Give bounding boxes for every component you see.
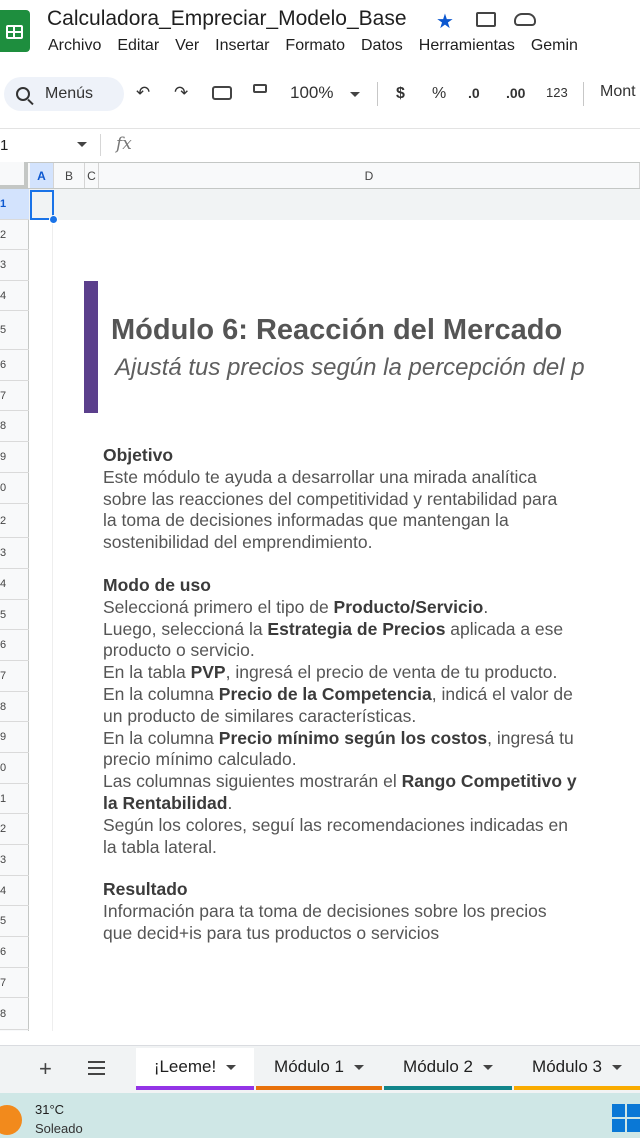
objective-line: sobre las reacciones del competitividad y rentabilidad para bbox=[103, 488, 558, 509]
currency-format-button[interactable]: $ bbox=[396, 85, 405, 102]
usage-line: un producto de similares características. bbox=[103, 705, 417, 726]
increase-decimal-button[interactable]: .00 bbox=[506, 85, 526, 101]
row-header[interactable]: 6 bbox=[0, 630, 29, 661]
module-subheading: Ajustá tus precios según la percepción del p bbox=[115, 354, 585, 381]
zoom-dropdown-icon[interactable] bbox=[350, 92, 360, 97]
row-header[interactable]: 1 bbox=[0, 784, 29, 814]
objective-line: Este módulo te ayuda a desarrollar una mirada analítica bbox=[103, 466, 537, 487]
row-header[interactable]: 2 bbox=[0, 504, 29, 538]
usage-bold: Producto/Servicio bbox=[333, 596, 484, 617]
menu-bar bbox=[48, 37, 594, 55]
os-taskbar bbox=[0, 1093, 640, 1138]
left-margin-strip bbox=[29, 220, 53, 1031]
undo-icon[interactable]: ↶ bbox=[136, 83, 151, 102]
cloud-status-icon[interactable] bbox=[514, 13, 536, 26]
sheet-tab-dropdown-icon[interactable] bbox=[612, 1065, 622, 1070]
usage-line: la tabla lateral. bbox=[103, 836, 217, 857]
font-select[interactable]: Mont bbox=[600, 83, 636, 100]
weather-condition[interactable]: Soleado bbox=[35, 1121, 83, 1136]
menu-archivo[interactable]: Archivo bbox=[48, 37, 102, 54]
row-header[interactable]: 9 bbox=[0, 722, 29, 753]
usage-line bbox=[103, 728, 640, 750]
usage-bold: Precio de la Competencia bbox=[218, 683, 432, 704]
usage-line: precio mínimo calculado. bbox=[103, 749, 297, 770]
star-icon[interactable]: ★ bbox=[436, 11, 454, 33]
usage-text: , ingresá tu bbox=[487, 727, 574, 748]
usage-line bbox=[103, 771, 640, 793]
row-header[interactable]: 8 bbox=[0, 411, 29, 442]
row-header[interactable]: 7 bbox=[0, 381, 29, 411]
row-header[interactable]: 9 bbox=[0, 442, 29, 473]
decrease-decimal-button[interactable]: .0 bbox=[468, 85, 480, 101]
row-header[interactable]: 5 bbox=[0, 906, 29, 937]
redo-icon[interactable]: ↷ bbox=[174, 83, 189, 102]
row-header[interactable]: 3 bbox=[0, 538, 29, 569]
formula-fx-icon: fx bbox=[116, 134, 132, 154]
menu-gemini[interactable]: Gemin bbox=[530, 37, 578, 54]
row-header[interactable]: 6 bbox=[0, 937, 29, 968]
usage-bold: PVP bbox=[190, 662, 226, 683]
row-header[interactable]: 1 bbox=[0, 189, 29, 220]
usage-text: Seleccioná primero el tipo de bbox=[103, 596, 334, 617]
sheet-tab-dropdown-icon[interactable] bbox=[483, 1065, 493, 1070]
usage-bold: Estrategia de Precios bbox=[267, 618, 446, 639]
usage-text: Las columnas siguientes mostrarán el bbox=[103, 771, 402, 792]
result-section bbox=[103, 879, 640, 944]
toolbar-divider bbox=[583, 82, 584, 106]
row-header[interactable]: 8 bbox=[0, 692, 29, 722]
usage-line bbox=[103, 684, 640, 706]
usage-text: aplicada a ese bbox=[445, 618, 564, 639]
row-header[interactable]: 4 bbox=[0, 569, 29, 600]
zoom-select[interactable]: 100% bbox=[290, 83, 334, 102]
usage-line bbox=[103, 662, 640, 684]
row-header[interactable]: 4 bbox=[0, 281, 29, 311]
sheet-tab-label: Módulo 2 bbox=[403, 1057, 473, 1076]
sheet-tab[interactable] bbox=[256, 1048, 382, 1090]
menu-insertar[interactable]: Insertar bbox=[215, 37, 270, 54]
print-icon[interactable] bbox=[212, 86, 232, 100]
search-icon bbox=[16, 87, 30, 101]
menu-search-label: Menús bbox=[45, 85, 94, 102]
usage-line bbox=[103, 619, 640, 641]
accent-bar bbox=[84, 281, 98, 413]
windows-start-icon[interactable] bbox=[612, 1104, 640, 1132]
sheet-tab[interactable] bbox=[384, 1048, 512, 1090]
usage-text: En la columna bbox=[103, 727, 219, 748]
toolbar-divider bbox=[377, 82, 378, 106]
column-header-c[interactable]: C bbox=[85, 163, 99, 188]
document-title[interactable]: Calculadora_Empreciar_Modelo_Base bbox=[47, 7, 407, 30]
row-header[interactable]: 4 bbox=[0, 876, 29, 906]
sheet-tab-label: Módulo 3 bbox=[532, 1057, 602, 1076]
select-all-corner[interactable] bbox=[0, 162, 28, 189]
column-header-b[interactable]: B bbox=[54, 163, 85, 188]
usage-text: En la tabla bbox=[103, 662, 191, 683]
usage-line: producto o servicio. bbox=[103, 640, 255, 661]
column-header-d[interactable]: D bbox=[99, 163, 640, 188]
weather-temperature[interactable]: 31°C bbox=[35, 1102, 65, 1117]
name-box[interactable]: 1 bbox=[0, 137, 9, 154]
row-1-band bbox=[29, 189, 640, 220]
usage-text: . bbox=[227, 792, 233, 813]
objective-section bbox=[103, 445, 640, 554]
row-header[interactable]: 2 bbox=[0, 814, 29, 845]
row-header[interactable]: 5 bbox=[0, 600, 29, 630]
menu-search[interactable] bbox=[4, 77, 124, 111]
formula-divider bbox=[100, 134, 101, 156]
percent-format-button[interactable]: % bbox=[432, 85, 447, 102]
row-header[interactable]: 3 bbox=[0, 250, 29, 281]
add-sheet-icon[interactable]: + bbox=[39, 1056, 52, 1081]
usage-section bbox=[103, 575, 640, 858]
formula-bar bbox=[0, 128, 640, 162]
name-box-dropdown-icon[interactable] bbox=[77, 142, 87, 147]
sheet-tab-label: ¡Leeme! bbox=[153, 1057, 217, 1076]
usage-text: En la columna bbox=[103, 683, 219, 704]
objective-line: la toma de decisiones informadas que mantengan la bbox=[103, 510, 509, 531]
result-line: Información para ta toma de decisiones sobre los precios bbox=[103, 900, 547, 921]
module-heading: Módulo 6: Reacción del Mercado bbox=[111, 314, 563, 346]
row-header[interactable]: 2 bbox=[0, 220, 29, 250]
row-header[interactable]: 3 bbox=[0, 845, 29, 876]
row-header[interactable]: 7 bbox=[0, 661, 29, 692]
usage-line bbox=[103, 793, 640, 815]
usage-bold: la Rentabilidad bbox=[103, 792, 228, 813]
sheet-tab-dropdown-icon[interactable] bbox=[226, 1065, 236, 1070]
usage-text: . bbox=[483, 596, 489, 617]
number-format-button[interactable]: 123 bbox=[546, 85, 568, 100]
usage-bold: Precio mínimo según los costos bbox=[218, 727, 488, 748]
menu-formato[interactable]: Formato bbox=[285, 37, 345, 54]
row-header[interactable]: 5 bbox=[0, 311, 29, 350]
objective-title: Objetivo bbox=[103, 445, 174, 465]
usage-line bbox=[103, 597, 640, 619]
sheet-tab-dropdown-icon[interactable] bbox=[354, 1065, 364, 1070]
all-sheets-icon[interactable] bbox=[88, 1061, 105, 1075]
row-header[interactable]: 7 bbox=[0, 968, 29, 998]
result-title: Resultado bbox=[103, 879, 188, 899]
menu-herramientas[interactable]: Herramientas bbox=[418, 37, 515, 54]
sheet-tab[interactable] bbox=[514, 1048, 640, 1090]
usage-bold: Rango Competitivo y bbox=[401, 771, 577, 792]
usage-title: Modo de uso bbox=[103, 575, 211, 595]
usage-text: , indicá el valor de bbox=[431, 683, 573, 704]
usage-text: , ingresá el precio de venta de tu producto. bbox=[225, 662, 558, 683]
paint-format-icon[interactable] bbox=[253, 84, 267, 93]
sheet-tab[interactable] bbox=[136, 1048, 254, 1090]
row-header[interactable]: 0 bbox=[0, 473, 29, 504]
fill-handle[interactable] bbox=[49, 215, 58, 224]
usage-text: Luego, seleccioná la bbox=[103, 618, 268, 639]
move-folder-icon[interactable] bbox=[476, 12, 496, 27]
objective-line: sostenibilidad del emprendimiento. bbox=[103, 532, 373, 553]
result-line: que decid+is para tus productos o servicios bbox=[103, 922, 440, 943]
sheets-logo-icon[interactable] bbox=[0, 10, 30, 52]
row-header[interactable]: 6 bbox=[0, 350, 29, 381]
menu-ver[interactable]: Ver bbox=[175, 37, 200, 54]
usage-line: Según los colores, seguí las recomendaciones indicadas en bbox=[103, 814, 569, 835]
row-header[interactable]: 8 bbox=[0, 998, 29, 1030]
row-header[interactable]: 0 bbox=[0, 753, 29, 784]
menu-editar[interactable]: Editar bbox=[117, 37, 160, 54]
column-header-a[interactable]: A bbox=[30, 163, 54, 188]
menu-datos[interactable]: Datos bbox=[361, 37, 403, 54]
sheet-tab-label: Módulo 1 bbox=[274, 1057, 344, 1076]
